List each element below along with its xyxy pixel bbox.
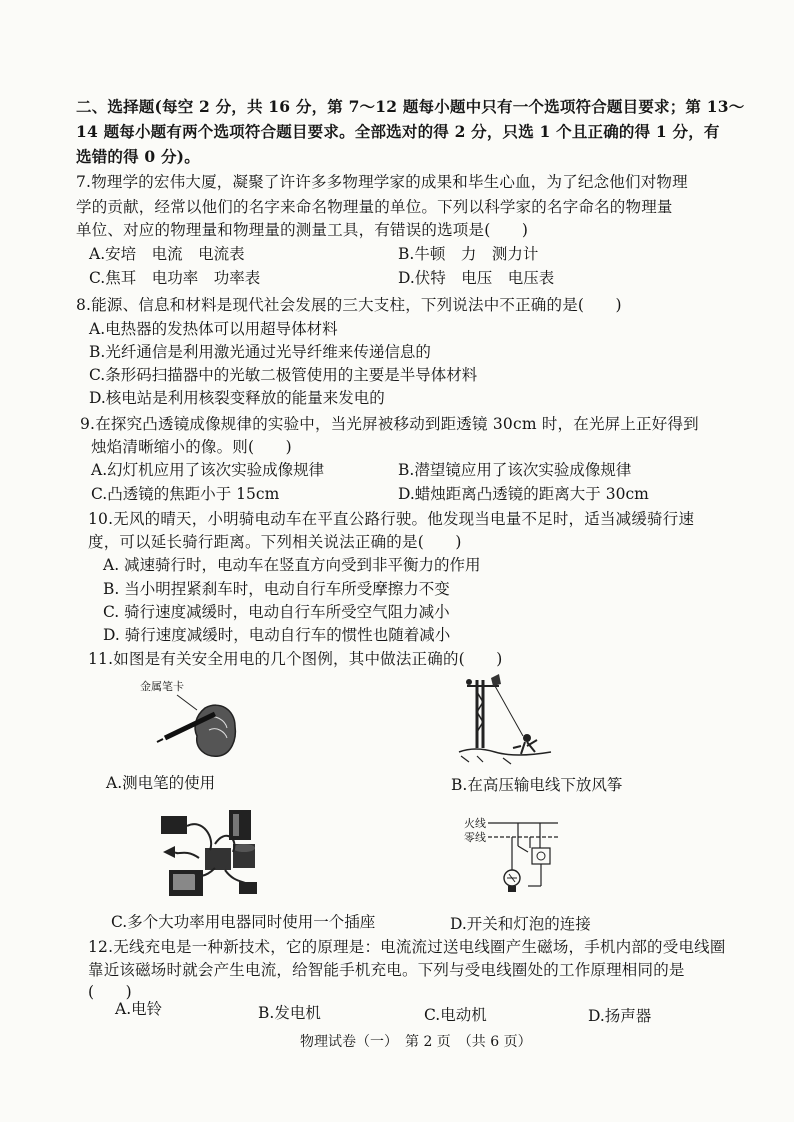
q12-stem-line3: ( ) [88,983,132,1001]
section-header-line2: 14 题每小题有两个选项符合题目要求。全部选对的得 2 分，只选 1 个且正确的得 1 分，有 [76,122,720,141]
figure-d-caption: D.开关和灯泡的连接 [450,915,591,933]
q12-option-b: B.发电机 [258,1004,321,1022]
figure-d-switch-lamp-wiring [462,812,562,902]
appliances-socket-illustration [155,808,270,903]
q11-stem-line1: 11.如图是有关安全用电的几个图例，其中做法正确的( ) [88,650,503,668]
q10-stem-line1: 10.无风的晴天，小明骑电动车在平直公路行驶。他发现当电量不足时，适当减缓骑行速 [88,510,695,528]
figure-c-caption: C.多个大功率用电器同时使用一个插座 [111,913,376,931]
q8-stem-line1: 8.能源、信息和材料是现代社会发展的三大支柱，下列说法中不正确的是( ) [76,296,622,314]
q12-stem-line1: 12.无线充电是一种新技术，它的原理是：电流流过送电线圈产生磁场，手机内部的受电线圈 [88,938,726,956]
q12-stem-line2: 靠近该磁场时就会产生电流，给智能手机充电。下列与受电线圈处的工作原理相同的是 [88,961,685,979]
q7-option-b: B.牛顿 力 测力计 [398,245,539,263]
q10-option-c: C. 骑行速度减缓时，电动自行车所受空气阻力减小 [103,603,450,621]
q7-stem-line1: 7.物理学的宏伟大厦，凝聚了许许多多物理学家的成果和毕生心血，为了纪念他们对物理 [76,173,688,191]
neutral-wire-label: 零线 [464,831,486,844]
q12-option-c: C.电动机 [424,1006,487,1024]
section-header-line3: 选错的得 0 分)。 [76,147,200,166]
q7-stem-line2: 学的贡献，经常以他们的名字来命名物理量的单位。下列以科学家的名字命名的物理量 [76,198,673,216]
q12-option-d: D.扬声器 [588,1007,652,1025]
figure-b-kite-power-line [455,672,555,767]
q9-option-a: A.幻灯机应用了该次实验成像规律 [91,461,325,479]
fire-wire-label: 火线 [464,817,486,830]
q8-option-a: A.电热器的发热体可以用超导体材料 [89,320,338,338]
figure-b-caption: B.在高压输电线下放风筝 [451,776,623,794]
q7-stem-line3: 单位、对应的物理量和物理量的测量工具，有错误的选项是( ) [76,221,529,239]
q12-option-a: A.电铃 [115,1000,163,1018]
q7-option-a: A.安培 电流 电流表 [89,245,245,263]
figure-c-overloaded-socket [155,808,270,903]
q8-option-c: C.条形码扫描器中的光敏二极管使用的主要是半导体材料 [89,366,478,384]
figure-a-test-pen [135,678,255,763]
q10-stem-line2: 度，可以延长骑行距离。下列相关说法正确的是( ) [88,533,462,551]
power-tower-kite-illustration [455,672,555,767]
q8-option-d: D.核电站是利用核裂变释放的能量来发电的 [89,389,385,407]
q10-option-d: D. 骑行速度减缓时，电动自行车的惯性也随着减小 [103,626,451,644]
section-header-line1: 二、选择题(每空 2 分，共 16 分，第 7～12 题每小题中只有一个选项符合题目要求；第 13～ [76,97,745,116]
q7-option-d: D.伏特 电压 电压表 [398,269,555,287]
q9-stem-line2: 烛焰清晰缩小的像。则( ) [91,438,292,456]
q10-option-b: B. 当小明捏紧刹车时，电动自行车所受摩擦力不变 [103,580,450,598]
q9-option-d: D.蜡烛距离凸透镜的距离大于 30cm [398,485,649,503]
q9-option-b: B.潜望镜应用了该次实验成像规律 [398,461,632,479]
q8-option-b: B.光纤通信是利用激光通过光导纤维来传递信息的 [89,343,431,361]
q9-option-c: C.凸透镜的焦距小于 15cm [91,485,280,503]
q9-stem-line1: 9.在探究凸透镜成像规律的实验中，当光屏被移动到距透镜 30cm 时，在光屏上正好得到 [80,415,699,433]
q7-option-c: C.焦耳 电功率 功率表 [89,269,261,287]
page-footer: 物理试卷（一） 第 2 页 （共 6 页） [300,1034,532,1050]
figure-a-caption: A.测电笔的使用 [106,774,216,792]
figure-a-label: 金属笔卡 [140,680,184,693]
q10-option-a: A. 减速骑行时，电动车在竖直方向受到非平衡力的作用 [103,556,481,574]
